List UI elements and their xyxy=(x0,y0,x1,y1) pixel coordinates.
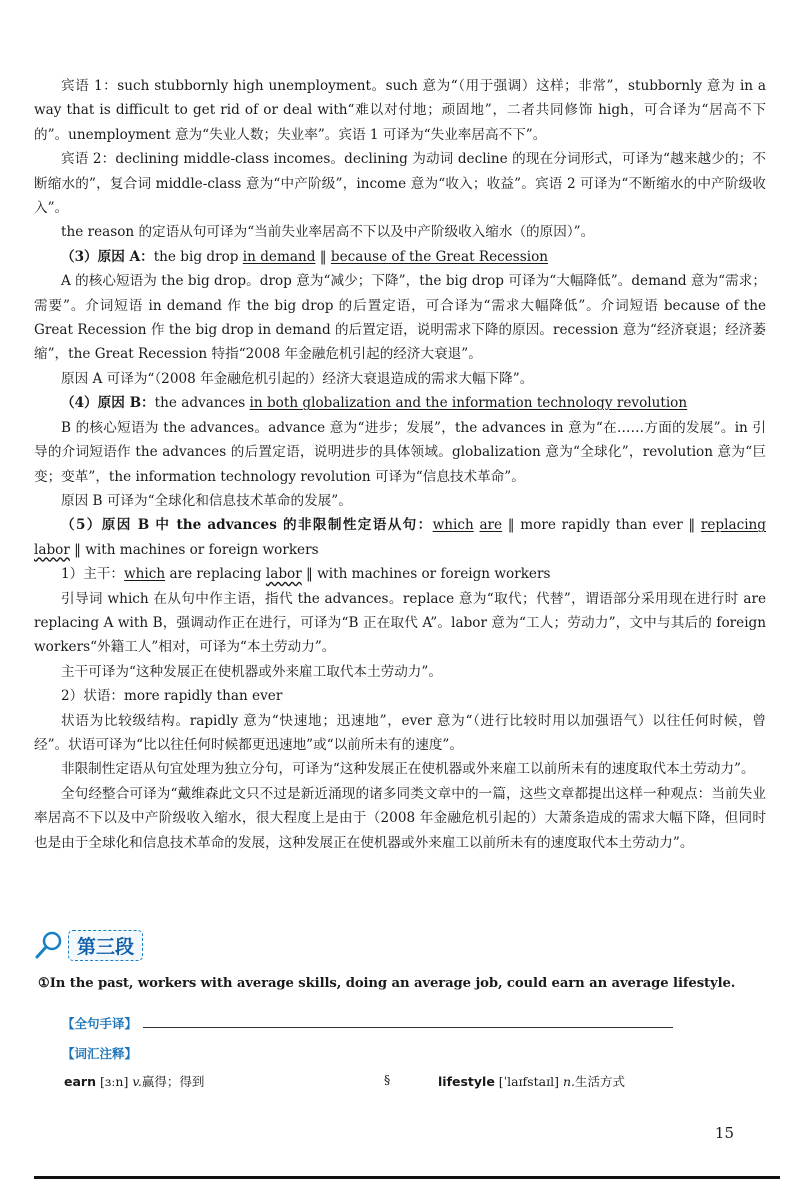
vocab-label: 【词汇注释】 xyxy=(62,1046,138,1061)
vocab-row xyxy=(62,1044,137,1062)
paragraph: 原因 A 可译为“（2008 年金融危机引起的）经济大衰退造成的需求大幅下降”。 xyxy=(61,370,534,387)
phrase: ‖ more rapidly than ever ‖ xyxy=(502,517,701,534)
translation-label: 【全句手译】 xyxy=(62,1016,138,1031)
vocab-pos: v. xyxy=(132,1074,142,1089)
phrase: the advances xyxy=(154,395,250,412)
phrase: ‖ with machines or foreign workers xyxy=(69,541,319,558)
paragraph: 状语为比较级结构。rapidly 意为“快速地；迅速地”，ever 意为“（进行比较时用以加强语气）以往任何时候，曾经”。状语可译为“比以往任何时候都更迅速地”或“以前所未有的速度”。 xyxy=(34,712,766,753)
separator: ‖ xyxy=(315,248,331,265)
phrase-underlined: in demand xyxy=(242,248,316,265)
phrase: the big drop xyxy=(153,248,243,265)
paragraph: A 的核心短语为 the big drop。drop 意为“减少；下降”，the big drop 可译为“大幅降低”。demand 意为“需求；需要”。介词短语 in demand 作 the big drop 的后置定语，可合译为“需求大幅降低”。介词短语 because of the Great Recession 作 the big drop in demand 的后置定语，说明需求下降的原因。recession 意为“经济衰退；经济萎缩”，the Great Recession 特指“2008 年金融危机引起的经济大衰退”。 xyxy=(34,273,766,363)
phrase: ‖ with machines or foreign workers xyxy=(301,566,551,583)
subject-word: which xyxy=(432,517,474,534)
footer-rule xyxy=(34,1176,780,1179)
section-heading xyxy=(34,928,143,962)
vocab-pron: [ˈlaɪfstaɪl] xyxy=(498,1074,559,1089)
paragraph: 非限制性定语从句宜处理为独立分句，可译为“这种发展正在使机器或外来雇工以前所未有的速度取代本土劳动力”。 xyxy=(61,761,755,778)
verb-word: are xyxy=(479,517,503,534)
phrase: are replacing xyxy=(165,566,266,583)
paragraph: 引导词 which 在从句中作主语，指代 the advances。replace 意为“取代；代替”，谓语部分采用现在进行时 are replacing A with B，强调动作正在进行，可译为“B 正在取代 A”。labor 意为“工人；劳动力”，文中与其后的 foreign workers“外籍工人”相对，可译为“本土劳动力”。 xyxy=(34,590,766,656)
phrase-underlined: because of the Great Recession xyxy=(330,248,549,265)
heading-label: （5）原因 B 中 the advances 的非限制性定语从句： xyxy=(61,517,433,534)
section-title: 第三段 xyxy=(68,930,143,961)
vocab-word: earn xyxy=(64,1074,96,1089)
heading-reason-a xyxy=(34,245,766,269)
heading-clause xyxy=(34,513,766,562)
subject-word: which xyxy=(124,566,166,583)
paragraph: 原因 B 可译为“全球化和信息技术革命的发展”。 xyxy=(61,492,352,509)
sub-heading xyxy=(34,562,766,586)
paragraph: B 的核心短语为 the advances。advance 意为“进步；发展”，the advances in 意为“在……方面的发展”。in 引导的介词短语作 the advances 的后置定语，说明进步的具体领域。globalization 意为“全球化”，revolution 意为“巨变；变革”，the information technology revolution 可译为“信息技术革命”。 xyxy=(34,419,766,485)
verb-word: replacing xyxy=(700,517,767,534)
source-sentence: ①In the past, workers with average skills, doing an average job, could earn an average lifestyle. xyxy=(38,976,736,991)
sub-label: 1）主干： xyxy=(61,566,125,583)
vocab-pos: n. xyxy=(562,1074,575,1089)
heading-label: （3）原因 A： xyxy=(61,248,154,265)
paragraph: 主干可译为“这种发展正在使机器或外来雇工取代本土劳动力”。 xyxy=(61,663,442,680)
vocab-entry xyxy=(64,1072,204,1090)
vocab-def: 生活方式 xyxy=(574,1074,625,1089)
vocab-entry xyxy=(438,1072,625,1090)
sub-heading: 2）状语：more rapidly than ever xyxy=(61,688,283,705)
translation-row xyxy=(62,1014,673,1032)
vocab-def: 赢得；得到 xyxy=(141,1074,205,1089)
body-text xyxy=(34,74,766,855)
heading-label: （4）原因 B： xyxy=(61,395,155,412)
paragraph: 全句经整合可译为“戴维森此文只不过是新近涌现的诸多同类文章中的一篇，这些文章都提出这样一种观点：当前失业率居高不下以及中产阶级收入缩水，很大程度上是由于（2008 年金融危机引起的）大萧条造成的需求大幅下降，但同时也是由于全球化和信息技术革命的发展，这种发展正在使机器或外来雇工以前所未有的速度取代本土劳动力”。 xyxy=(34,785,766,851)
phrase-underlined: in both globalization and the information technology revolution xyxy=(249,395,688,412)
paragraph: 宾语 2：declining middle-class incomes。declining 为动词 decline 的现在分词形式，可译为“越来越少的；不断缩水的”，复合词 middle-class 意为“中产阶级”，income 意为“收入；收益”。宾语 2 可译为“不断缩水的中产阶级收入”。 xyxy=(34,151,766,217)
paragraph: 宾语 1：such stubbornly high unemployment。such 意为“（用于强调）这样；非常”，stubbornly 意为 in a way that is difficult to get rid of or deal with“难以对付地；顽固地”，二者共同修饰 high，可合译为“居高不下的”。unemployment 意为“失业人数；失业率”。宾语 1 可译为“失业率居高不下”。 xyxy=(34,78,766,143)
vocab-divider-mark: § xyxy=(384,1072,391,1087)
magnifier-icon xyxy=(34,930,64,960)
object-word: labor xyxy=(34,541,70,558)
paragraph: the reason 的定语从句可译为“当前失业率居高不下以及中产阶级收入缩水（的原因）”。 xyxy=(61,224,595,241)
page-number: 15 xyxy=(714,1124,734,1142)
translation-line[interactable] xyxy=(143,1027,673,1028)
heading-reason-b xyxy=(34,391,766,415)
vocab-word: lifestyle xyxy=(438,1074,495,1089)
vocab-pron: [ɜːn] xyxy=(99,1074,129,1089)
object-word: labor xyxy=(265,566,302,583)
